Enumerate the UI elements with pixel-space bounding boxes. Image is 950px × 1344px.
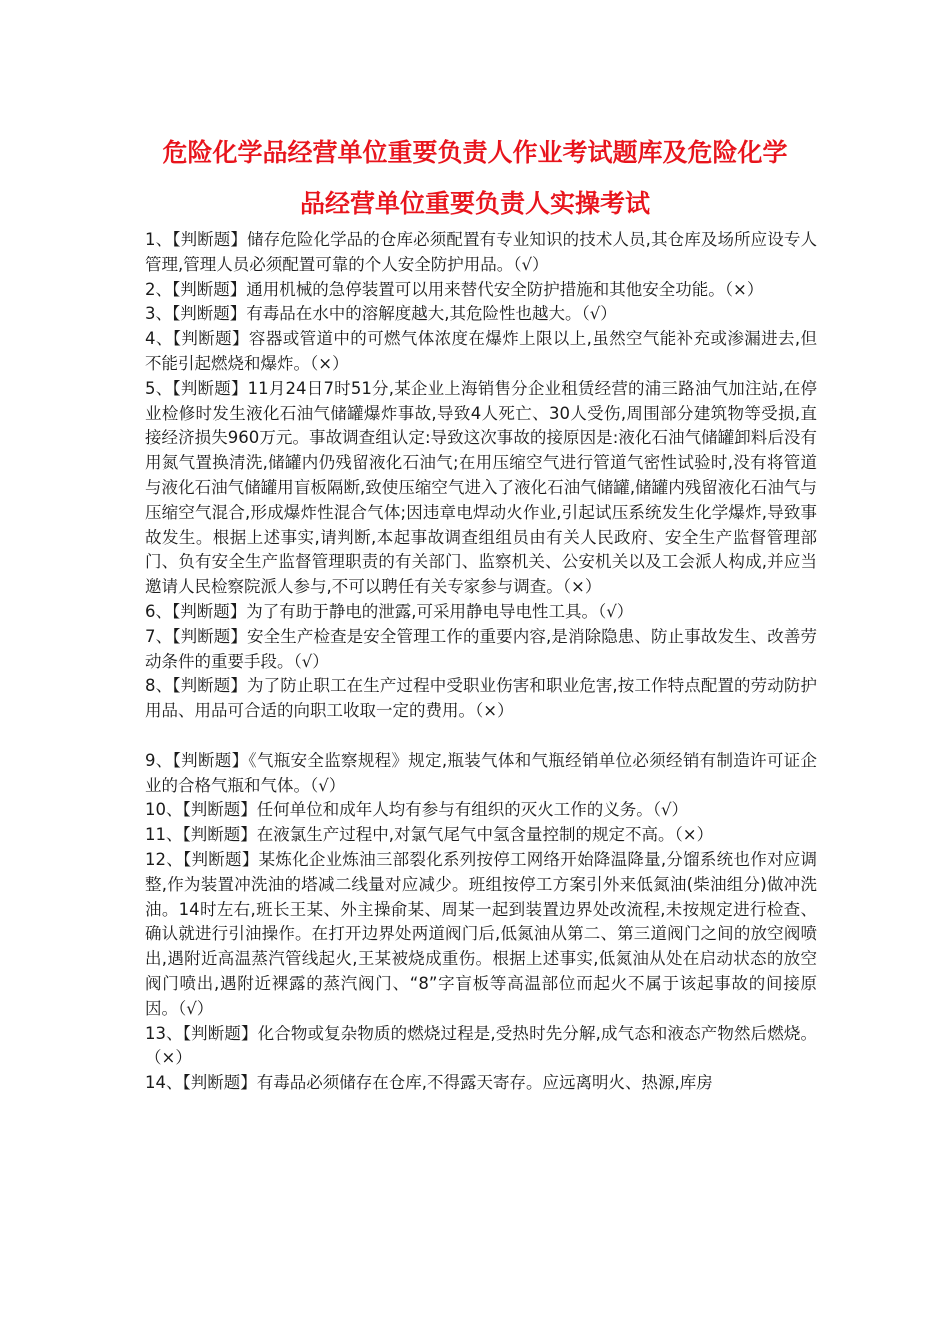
- question-item-12: 12、【判断题】某炼化企业炼油三部裂化系列按停工网络开始降温降量,分馏系统也作对应调整,作为装置冲洗油的塔减二线量对应减少。班组按停工方案引外来低氮油(柴油组分)做冲洗油。14时左右,班长王某、外主操俞某、周某一起到装置边界处改流程,未按规定进行检查、确认就进行引油操作。在打开边界处两道阀门后,低氮油从第二、第三道阀门之间的放空阀喷出,遇附近高温蒸汽管线起火,王某被烧成重伤。根据上述事实,低氮油从处在启动状态的放空阀门喷出,遇附近裸露的蒸汽阀门、“8”字盲板等高温部位而起火不属于该起事故的间接原因。（√）: [145, 849, 817, 1018]
- question-item-4: 4、【判断题】容器或管道中的可燃气体浓度在爆炸上限以上,虽然空气能补充或渗漏进去,但不能引起燃烧和爆炸。（×）: [145, 329, 817, 373]
- question-item-13: 13、【判断题】化合物或复杂物质的燃烧过程是,受热时先分解,成气态和液态产物然后燃烧。（×）: [145, 1023, 817, 1068]
- question-item-5: 5、【判断题】11月24日7时51分,某企业上海销售分企业租赁经营的浦三路油气加注站,在停业检修时发生液化石油气储罐爆炸事故,导致4人死亡、30人受伤,周围部分建筑物等受损,直接经济损失960万元。事故调查组认定:导致这次事故的接原因是:液化石油气储罐卸料后没有用氮气置换清洗,储罐内仍残留液化石油气;在用压缩空气进行管道气密性试验时,没有将管道与液化石油气储罐用盲板隔断,致使压缩空气进入了液化石油气储罐,储罐内残留液化石油气与压缩空气混合,形成爆炸性混合气体;因违章电焊动火作业,引起试压系统发生化学爆炸,导致事故发生。根据上述事实,请判断,本起事故调查组组员由有关人民政府、安全生产监督管理部门、负有安全生产监督管理职责的有关部门、监察机关、公安机关以及工会派人构成,并应当邀请人民检察院派人参与,不可以聘任有关专家参与调查。（×）: [145, 378, 817, 597]
- document-title-line-2: 品经营单位重要负责人实操考试: [299, 189, 650, 218]
- document-title-line-1: 危险化学品经营单位重要负责人作业考试题库及危险化学: [162, 138, 788, 167]
- question-item-14: 14、【判断题】有毒品必须储存在仓库,不得露天寄存。应远离明火、热源,库房: [145, 1073, 713, 1093]
- question-list: [145, 228, 817, 1096]
- blank-line: [145, 724, 817, 749]
- question-item-9: 9、【判断题】《气瓶安全监察规程》规定,瓶装气体和气瓶经销单位必须经销有制造许可证企业的合格气瓶和气体。（√）: [145, 750, 817, 795]
- question-item-7: 7、【判断题】安全生产检查是安全管理工作的重要内容,是消除隐患、防止事故发生、改善劳动条件的重要手段。（√）: [145, 626, 817, 671]
- question-item-10: 10、【判断题】任何单位和成年人均有参与有组织的灭火工作的义务。（√）: [145, 800, 689, 820]
- question-item-11: 11、【判断题】在液氯生产过程中,对氯气尾气中氢含量控制的规定不高。（×）: [145, 825, 714, 845]
- question-item-2: 2、【判断题】通用机械的急停装置可以用来替代安全防护措施和其他安全功能。（×）: [145, 279, 764, 299]
- question-item-6: 6、【判断题】为了有助于静电的泄露,可采用静电导电性工具。（√）: [145, 601, 634, 621]
- question-item-8: 8、【判断题】为了防止职工在生产过程中受职业伤害和职业危害,按工作特点配置的劳动防护用品、用品可合适的向职工收取一定的费用。（×）: [145, 676, 817, 721]
- question-item-3: 3、【判断题】有毒品在水中的溶解度越大,其危险性也越大。（√）: [145, 304, 617, 324]
- question-item-1: 1、【判断题】储存危险化学品的仓库必须配置有专业知识的技术人员,其仓库及场所应设专人管理,管理人员必须配置可靠的个人安全防护用品。（√）: [145, 230, 817, 274]
